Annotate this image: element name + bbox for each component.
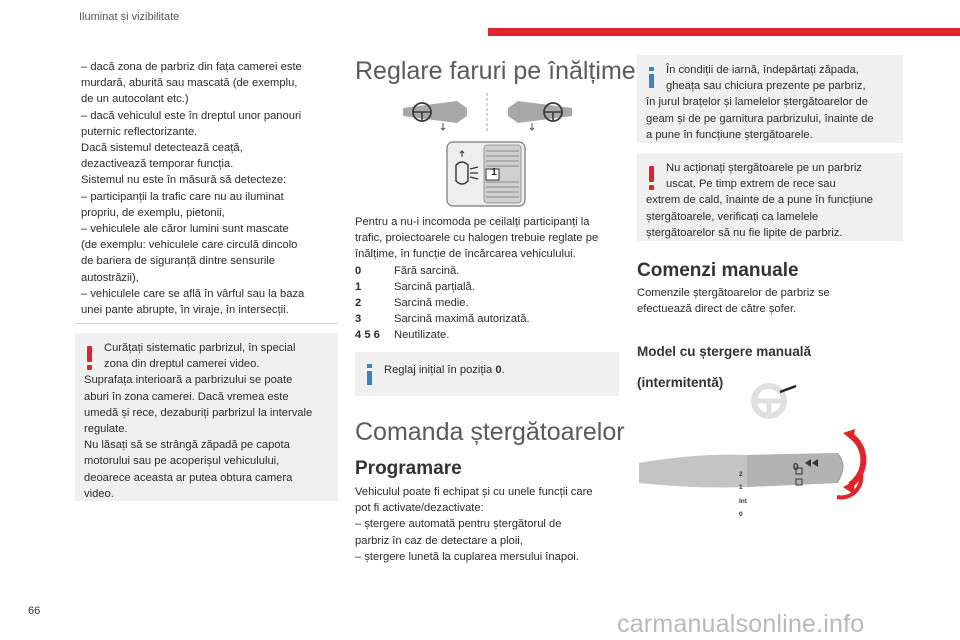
warning-indent-text <box>84 340 332 372</box>
text-line: geam și de pe garnitura parbrizului, înainte de <box>646 112 874 125</box>
dry-indent-text <box>646 160 898 192</box>
load-value: Sarcină medie. <box>394 297 469 310</box>
text-line: dezactivează temporar funcția. <box>81 158 234 171</box>
text-line: Sistemul nu este în măsură să detecteze: <box>81 174 287 187</box>
text-line: Nu acționați ștergătoarele pe un parbriz <box>666 162 862 174</box>
load-value: Fără sarcină. <box>394 264 460 277</box>
winter-text <box>646 94 898 143</box>
info-text: Reglaj inițial în poziția <box>384 364 496 376</box>
text-line: pot fi activate/dezactivate: <box>355 502 484 515</box>
left-column <box>81 59 339 318</box>
section-heading-wipers: Comanda ștergătoarelor <box>355 418 625 446</box>
stalk-label: Int <box>739 497 747 505</box>
text-line: de un autocolant etc.) <box>81 93 189 106</box>
load-value: Neutilizate. <box>394 329 450 342</box>
middle-column <box>355 214 625 344</box>
text-line: Comenzile ștergătoarelor de parbriz se <box>637 287 830 299</box>
load-key: 2 <box>355 297 362 310</box>
text-line: Dacă sistemul detectează ceață, <box>81 142 243 155</box>
stalk-label: 1 <box>739 484 743 491</box>
text-line: efectuează direct de către șofer. <box>637 303 797 316</box>
text-line: de bariera de siguranță dintre sensurile <box>81 255 276 268</box>
load-row <box>355 279 625 295</box>
load-key: 4 5 6 <box>355 329 380 342</box>
stalk-label: 2 <box>739 470 743 478</box>
text-line: În condiții de iarnă, îndepărtați zăpada, <box>666 64 859 76</box>
text-line: regulate. <box>84 423 128 436</box>
text-line: unei pante abrupte, în viraje, în intersecții. <box>81 304 289 317</box>
text-line: – dacă vehiculul este în dreptul unor panouri <box>81 109 302 122</box>
stalk-position-labels <box>739 464 747 525</box>
load-key: 3 <box>355 313 362 326</box>
text-line: parbriz în caz de detectare a ploii, <box>355 534 523 547</box>
text-line: ștergătoarele, verificați ca lamelele <box>646 210 819 223</box>
text-line: aburi în zona camerei. Dacă vremea este <box>84 390 289 403</box>
stalk-zero-label: 0 <box>793 462 799 473</box>
header-accent-bar <box>488 28 960 36</box>
steering-wheel-icon <box>748 380 798 422</box>
load-row <box>355 311 625 327</box>
text-line: deoarece aceasta ar putea obtura camera <box>84 471 293 484</box>
wiper-stalk-illustration <box>637 425 873 525</box>
info-bold: 0 <box>495 364 502 376</box>
text-line: – vehiculele care se află în vârful sau la baza <box>81 287 305 300</box>
subheading-line: Model cu ștergere manuală <box>637 343 812 359</box>
load-list <box>355 263 625 344</box>
dial-position-label: 1 <box>491 167 497 178</box>
subheading-programare: Programare <box>355 458 462 479</box>
text-line: trafic, proiectoarele cu halogen trebuie reglate pe <box>355 232 599 245</box>
text-line: – participanții la trafic care nu au iluminat <box>81 190 284 203</box>
stalk-label: 0 <box>739 511 743 518</box>
watermark: carmanualsonline.info <box>617 610 865 638</box>
text-line: înălțime, în funcție de încărcarea vehiculului. <box>355 248 576 261</box>
warning-box-dry-windshield <box>637 153 903 241</box>
subheading-line: (intermitentă) <box>637 375 724 390</box>
text-line: ștergătoarelor să nu fie lipite de parbriz. <box>646 226 843 239</box>
text-line: umedă și rece, dezaburiți parbrizul la intervale <box>84 406 313 419</box>
text-line: – ștergere automată pentru ștergătorul de <box>355 518 562 531</box>
section-heading-manual: Comenzi manuale <box>637 260 799 281</box>
text-line: puternic reflectorizante. <box>81 125 198 138</box>
text-line: Nu lăsați să se strângă zăpadă pe capota <box>84 439 290 452</box>
load-key: 1 <box>355 280 362 293</box>
header-title: Iluminat și vizibilitate <box>79 11 180 23</box>
headlamp-intro <box>355 214 625 263</box>
text-line: extrem de cald, înainte de a pune în funcțiune <box>646 194 874 207</box>
text-line: a pune în funcțiune ștergătoarele. <box>646 128 813 141</box>
load-row <box>355 263 625 279</box>
info-box-initial-setting: Reglaj inițial în poziția 0. <box>355 352 619 396</box>
headlamp-adjust-dial <box>446 141 526 207</box>
text-line: propriu, de exemplu, pietonii, <box>81 206 225 219</box>
text-line: Curățați sistematic parbrizul, în special <box>104 342 296 354</box>
text-line: (de exemplu: vehiculele care circulă dincolo <box>81 239 298 252</box>
load-value: Sarcină maximă autorizată. <box>394 313 530 326</box>
info-box-winter <box>637 55 903 143</box>
text-line: murdară, aburită sau mascată (de exemplu, <box>81 77 298 90</box>
text-line: video. <box>84 487 114 500</box>
winter-indent-text <box>646 62 898 94</box>
text-line: Pentru a nu-i incomoda pe ceilalți participanți la <box>355 216 590 228</box>
left-top-text <box>81 59 339 318</box>
text-line: – vehiculele ale căror lumini sunt mascate <box>81 223 289 236</box>
text-line: – dacă zona de parbriz din fața camerei este <box>81 61 302 73</box>
manual-intro <box>637 285 903 317</box>
load-key: 0 <box>355 264 362 277</box>
page-number: 66 <box>28 605 41 617</box>
left-divider <box>75 323 338 324</box>
warning-box-camera <box>75 333 338 501</box>
load-value: Sarcină parțială. <box>394 280 475 293</box>
headlamp-beam-illustration <box>395 90 580 135</box>
text-line: motorului sau pe acoperișul vehiculului, <box>84 455 280 468</box>
section-heading-headlamp: Reglare faruri pe înălțime <box>355 57 636 85</box>
text-line: zona din dreptul camerei video. <box>104 358 260 371</box>
text-line: – ștergere lunetă la cuplarea mersului înapoi. <box>355 550 579 563</box>
text-line: gheața sau chiciura prezente pe parbriz, <box>666 80 866 93</box>
warning-text <box>84 372 332 502</box>
programare-text <box>355 484 625 565</box>
load-row <box>355 327 625 343</box>
text-line: Suprafața interioară a parbrizului se poate <box>84 374 293 387</box>
dry-text <box>646 192 898 241</box>
load-row <box>355 295 625 311</box>
text-line: Vehiculul poate fi echipat și cu unele funcții care <box>355 486 593 498</box>
text-line: uscat. Pe timp extrem de rece sau <box>666 178 836 191</box>
text-line: în jurul brațelor și lamelelor ștergătoarelor de <box>646 96 868 109</box>
text-line: autostrăzii), <box>81 271 139 284</box>
